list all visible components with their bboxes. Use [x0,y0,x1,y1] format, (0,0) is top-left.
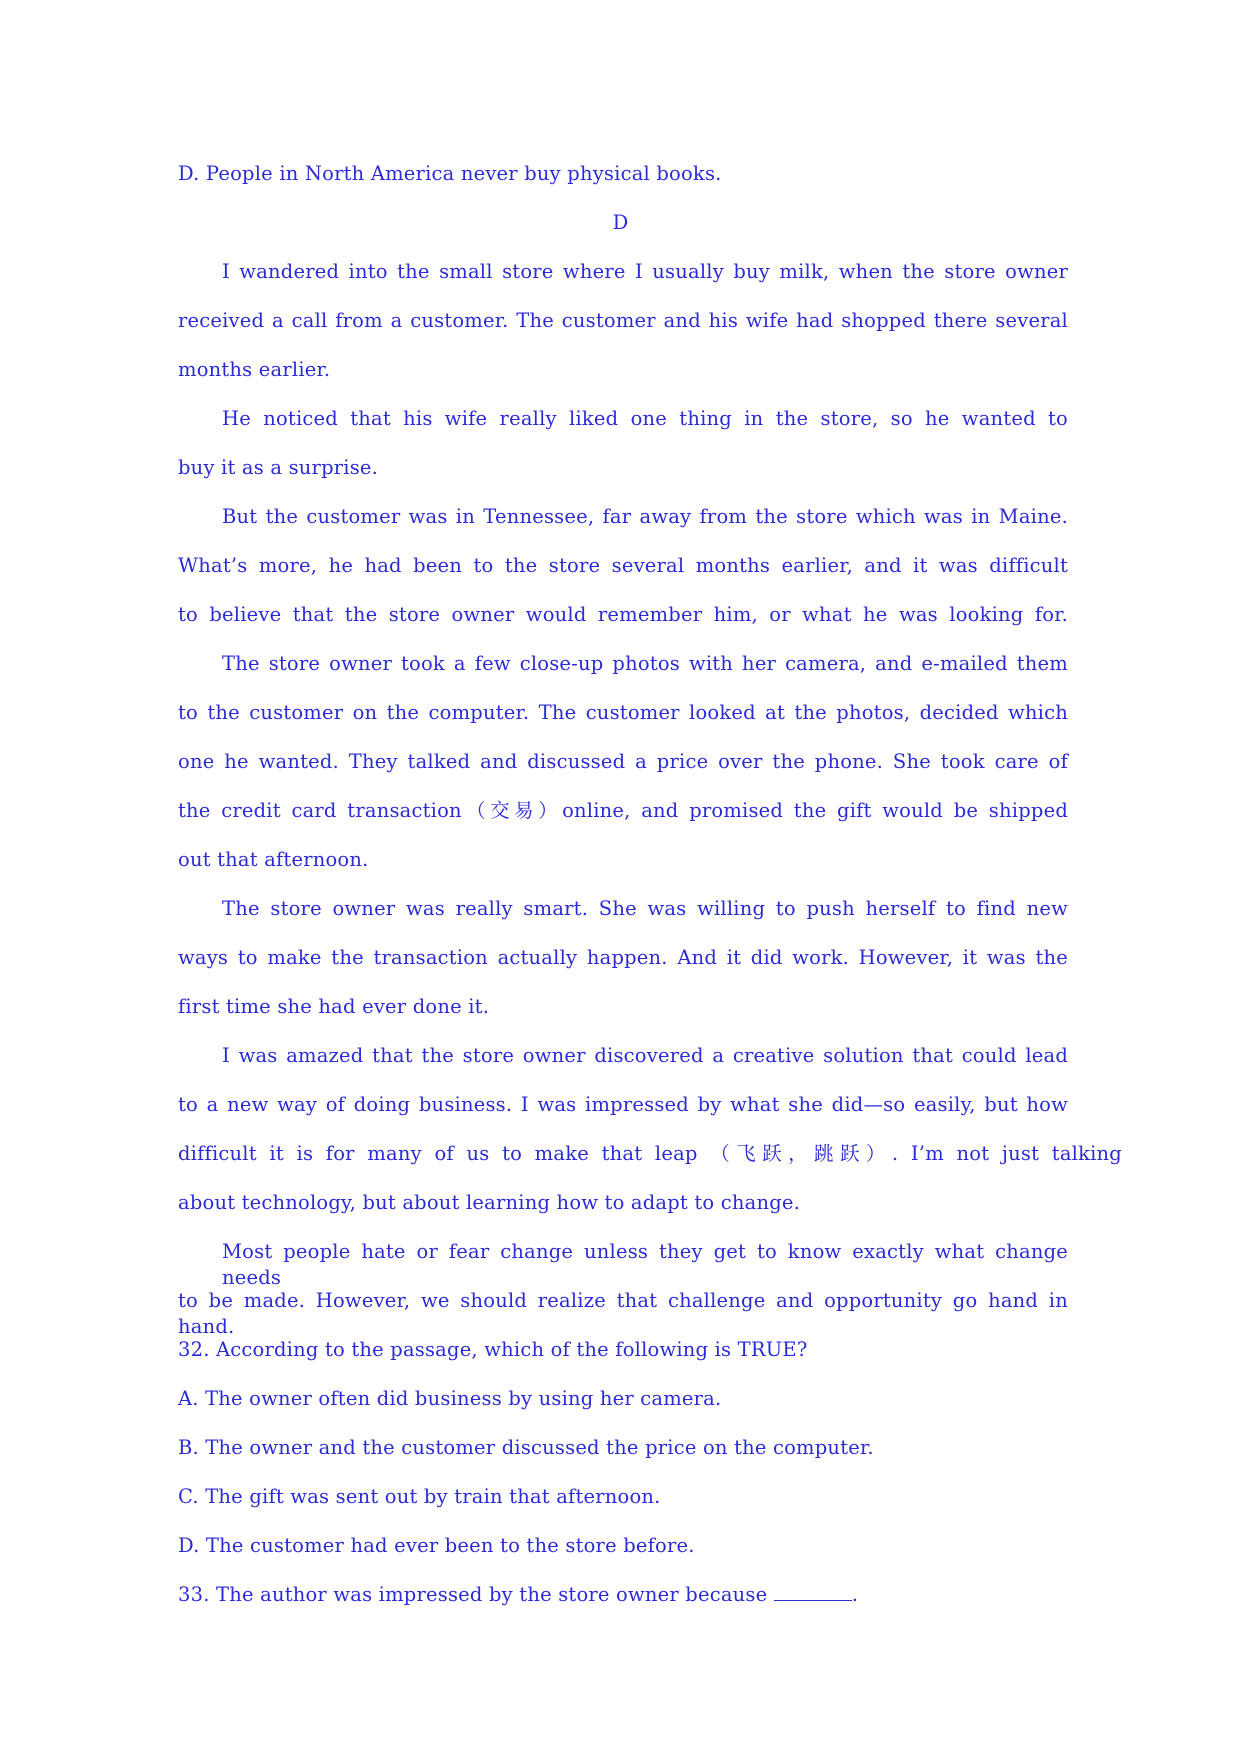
passage-p4-line-5: out that afternoon. [178,848,369,871]
question-32-stem: 32. According to the passage, which of the following is TRUE? [178,1338,808,1361]
question-32-option-d: D. The customer had ever been to the store before. [178,1534,695,1557]
passage-p4-line-2: to the customer on the computer. The customer looked at the photos, decided which [178,701,1068,724]
passage-p6-line-3: difficult it is for many of us to make that leap （飞跃，跳跃）. I’m not just talking [178,1142,1122,1165]
passage-p2-line-2: buy it as a surprise. [178,456,379,479]
passage-p1-line-1: I wandered into the small store where I usually buy milk, when the store owner [222,260,1068,283]
passage-p5-line-3: first time she had ever done it. [178,995,490,1018]
passage-p1-line-2: received a call from a customer. The customer and his wife had shopped there several [178,309,1068,332]
passage-p2-line-1: He noticed that his wife really liked one thing in the store, so he wanted to [222,407,1068,430]
passage-p6-line-2: to a new way of doing business. I was impressed by what she did—so easily, but how [178,1093,1068,1116]
answer-blank [774,1582,852,1601]
section-label: D [612,211,629,234]
question-32-option-a: A. The owner often did business by using her camera. [178,1387,722,1410]
question-33-end: . [851,1583,859,1606]
passage-p7-line-1: Most people hate or fear change unless they get to know exactly what change needs [222,1240,1068,1289]
previous-question-option-d: D. People in North America never buy physical books. [178,162,722,185]
passage-p3-line-3: to believe that the store owner would remember him, or what he was looking for. [178,603,1068,626]
passage-p4-line-4: the credit card transaction（交易）online, and promised the gift would be shipped [178,799,1068,822]
passage-p5-line-2: ways to make the transaction actually happen. And it did work. However, it was the [178,946,1068,969]
passage-p4-line-1: The store owner took a few close-up photos with her camera, and e-mailed them [222,652,1068,675]
passage-p3-line-1: But the customer was in Tennessee, far away from the store which was in Maine. [222,505,1068,528]
question-32-option-c: C. The gift was sent out by train that afternoon. [178,1485,661,1508]
passage-p5-line-1: The store owner was really smart. She was willing to push herself to find new [222,897,1068,920]
question-33-stem: 33. The author was impressed by the store owner because [178,1583,768,1606]
passage-p1-line-3: months earlier. [178,358,331,381]
passage-p7-line-2: to be made. However, we should realize that challenge and opportunity go hand in hand. [178,1289,1068,1338]
passage-p4-line-3: one he wanted. They talked and discussed a price over the phone. She took care of [178,750,1068,773]
question-33 [178,1582,858,1608]
passage-p6-line-4: about technology, but about learning how to adapt to change. [178,1191,801,1214]
passage-p6-line-1: I was amazed that the store owner discovered a creative solution that could lead [222,1044,1068,1067]
passage-p3-line-2: What’s more, he had been to the store several months earlier, and it was difficult [178,554,1068,577]
question-32-option-b: B. The owner and the customer discussed the price on the computer. [178,1436,874,1459]
